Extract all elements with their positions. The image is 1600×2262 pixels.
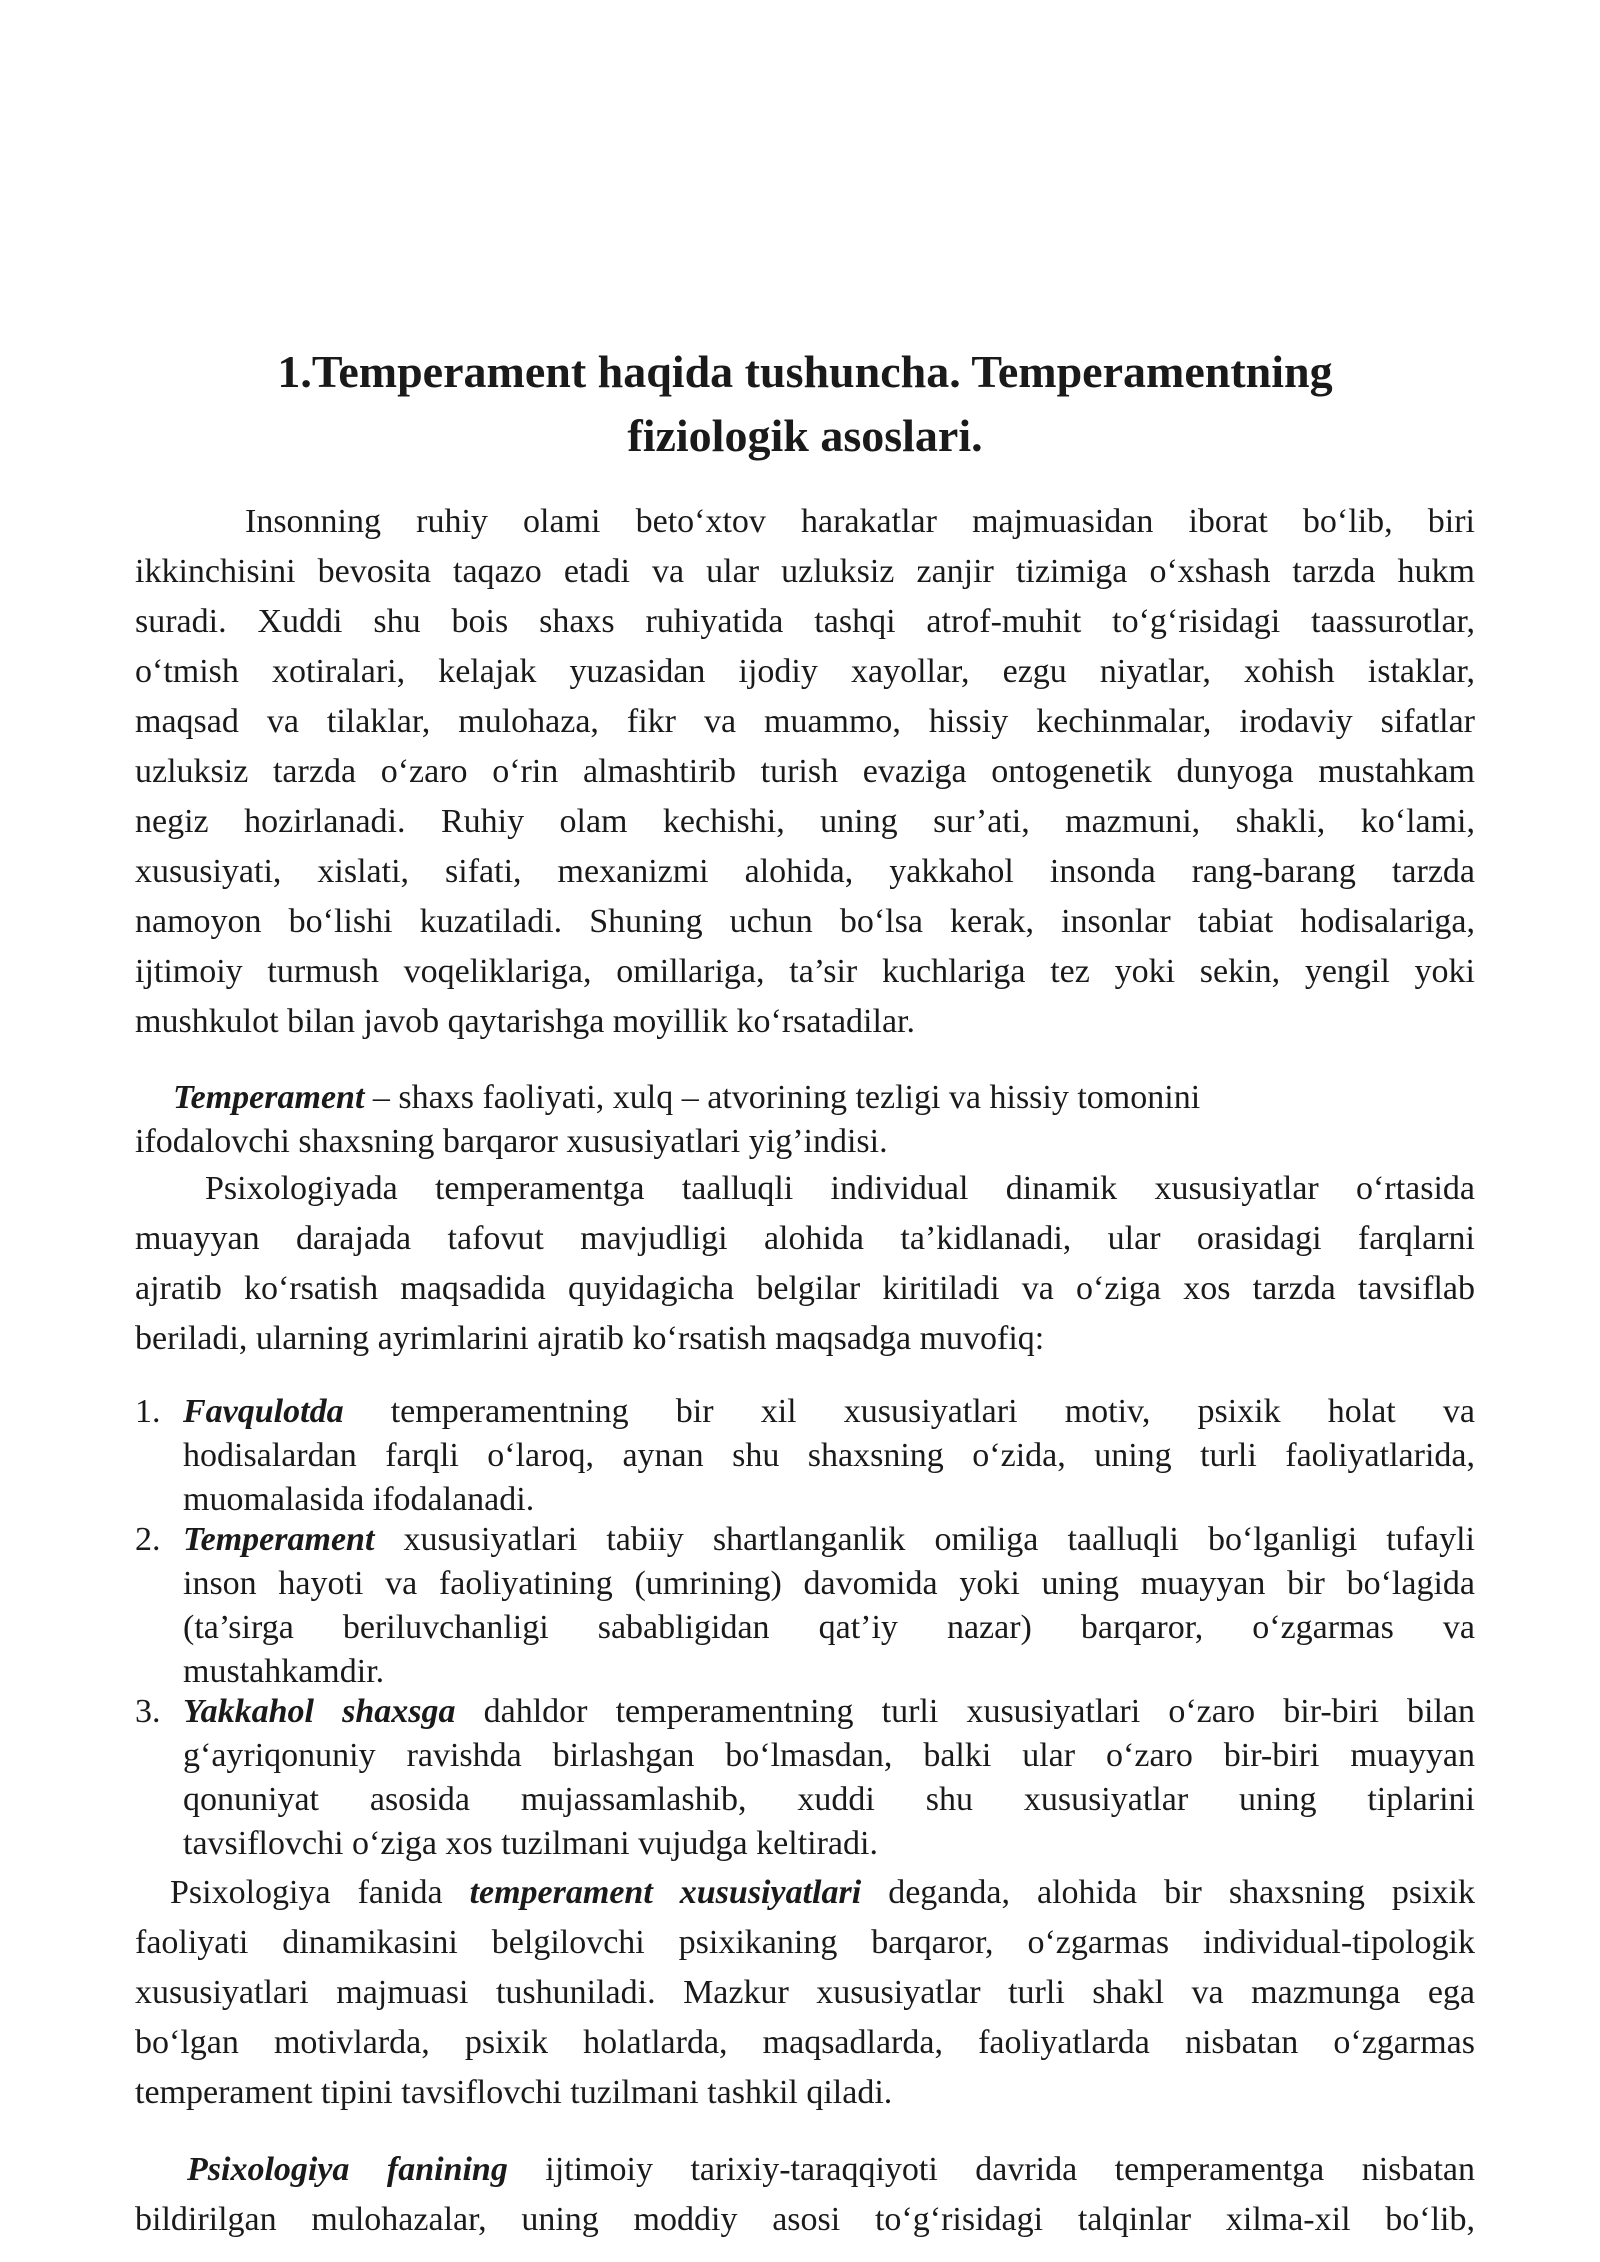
list-line: g‘ayriqonuniy ravishda birlashgan bo‘lmasdan, balki ular o‘zaro bir-biri muayyan <box>183 1737 1475 1774</box>
list-line: hodisalardan farqli o‘laroq, aynan shu shaxsning o‘zida, uning turli faoliyatlarida, <box>183 1437 1475 1474</box>
paragraph-line: namoyon bo‘lishi kuzatiladi. Shuning uchun bo‘lsa kerak, insonlar tabiat hodisalariga, <box>135 903 1475 940</box>
page-title <box>135 340 1475 468</box>
paragraph-line: xususiyati, xislati, sifati, mexanizmi alohida, yakkahol insonda rang-barang tarzda <box>135 853 1475 890</box>
paragraph-line: mushkulot bilan javob qaytarishga moyillik ko‘rsatadilar. <box>135 1003 915 1040</box>
list-item <box>135 1390 1475 1522</box>
paragraph-psixologiya-fanining <box>135 2145 1475 2245</box>
paragraph-temperament-xususiyatlari <box>135 1868 1475 2118</box>
paragraph-text: ijtimoiy tarixiy-taraqqiyoti davrida temperamentga nisbatan <box>507 2151 1475 2188</box>
definition-line-2: ifodalovchi shaxsning barqaror xususiyatlari yig’indisi. <box>135 1123 888 1160</box>
list-line <box>183 1690 1475 1734</box>
list-line: mustahkamdir. <box>183 1653 385 1690</box>
paragraph-line: Psixologiyada temperamentga taalluqli individual dinamik xususiyatlar o‘rtasida <box>205 1170 1475 1207</box>
definition-text: – shaxs faoliyati, xulq – atvorining tezligi va hissiy tomonini <box>364 1079 1201 1116</box>
list-item <box>135 1518 1475 1694</box>
paragraph-line: o‘tmish xotiralari, kelajak yuzasidan ijodiy xayollar, ezgu niyatlar, xohish istaklar, <box>135 653 1475 690</box>
paragraph-line: negiz hozirlanadi. Ruhiy olam kechishi, uning sur’ati, mazmuni, shakli, ko‘lami, <box>135 803 1475 840</box>
paragraph-line: maqsad va tilaklar, mulohaza, fikr va muammo, hissiy kechinmalar, irodaviy sifatlar <box>135 703 1475 740</box>
list-line: muomalasida ifodalanadi. <box>183 1481 535 1518</box>
paragraph-line <box>135 1868 1475 1918</box>
list-item <box>135 1690 1475 1866</box>
paragraph-text: deganda, alohida bir shaxsning psixik <box>861 1874 1475 1911</box>
paragraph-line: Insonning ruhiy olami beto‘xtov harakatlar majmuasidan iborat bo‘lib, biri <box>245 503 1475 540</box>
list-line: inson hayoti va faoliyatining (umrining) davomida yoki uning muayyan bir bo‘lagida <box>183 1565 1475 1602</box>
list-text: xususiyatlari tabiiy shartlanganlik omiliga taalluqli bo‘lganligi tufayli <box>374 1521 1475 1558</box>
paragraph-line: uzluksiz tarzda o‘zaro o‘rin almashtirib turish evaziga ontogenetik dunyoga mustahkam <box>135 753 1475 790</box>
list-term: Temperament <box>183 1521 375 1558</box>
list-term: Yakkahol shaxsga <box>183 1693 456 1730</box>
paragraph-psixologiyada <box>135 1164 1475 1364</box>
list-number: 2. <box>135 1521 161 1558</box>
paragraph-line: temperament tipini tavsiflovchi tuzilmani tashkil qiladi. <box>135 2074 893 2111</box>
paragraph-line: ajratib ko‘rsatish maqsadida quyidagicha belgilar kiritiladi va o‘ziga xos tarzda tavsiflab <box>135 1270 1475 1307</box>
paragraph-term: Psixologiya fanining <box>187 2151 508 2188</box>
paragraph-definition <box>135 1076 1475 1164</box>
definition-line-1 <box>135 1076 1475 1120</box>
paragraph-line: suradi. Xuddi shu bois shaxs ruhiyatida tashqi atrof-muhit to‘g‘risidagi taassurotlar, <box>135 603 1475 640</box>
paragraph-line: ikkinchisini bevosita taqazo etadi va ular uzluksiz zanjir tizimiga o‘xshash tarzda hukm <box>135 553 1475 590</box>
paragraph-intro <box>135 497 1475 1047</box>
paragraph-line: faoliyati dinamikasini belgilovchi psixikaning barqaror, o‘zgarmas individual-tipologik <box>135 1924 1475 1961</box>
title-line-2: fiziologik asoslari. <box>627 410 983 461</box>
paragraph-line: bildirilgan mulohazalar, uning moddiy asosi to‘g‘risidagi talqinlar xilma-xil bo‘lib, <box>135 2201 1475 2238</box>
list-line <box>183 1518 1475 1562</box>
list-text: temperamentning bir xil xususiyatlari motiv, psixik holat va <box>343 1393 1475 1430</box>
list-line: tavsiflovchi o‘ziga xos tuzilmani vujudga keltiradi. <box>183 1825 878 1862</box>
list-line: qonuniyat asosida mujassamlashib, xuddi shu xususiyatlar uning tiplarini <box>183 1781 1475 1818</box>
paragraph-line: bo‘lgan motivlarda, psixik holatlarda, maqsadlarda, faoliyatlarda nisbatan o‘zgarmas <box>135 2024 1475 2061</box>
list-line: (ta’sirga beriluvchanligi sababligidan qat’iy nazar) barqaror, o‘zgarmas va <box>183 1609 1475 1646</box>
paragraph-line: muayyan darajada tafovut mavjudligi alohida ta’kidlanadi, ular orasidagi farqlarni <box>135 1220 1475 1257</box>
paragraph-line: beriladi, ularning ayrimlarini ajratib ko‘rsatish maqsadga muvofiq: <box>135 1320 1045 1357</box>
title-line-1: 1.Temperament haqida tushuncha. Temperamentning <box>277 346 1333 397</box>
paragraph-term: temperament xususiyatlari <box>469 1874 862 1911</box>
list-text: dahldor temperamentning turli xususiyatlari o‘zaro bir-biri bilan <box>455 1693 1475 1730</box>
paragraph-line: ijtimoiy turmush voqeliklariga, omillariga, ta’sir kuchlariga tez yoki sekin, yengil yoki <box>135 953 1475 990</box>
paragraph-line: xususiyatlari majmuasi tushuniladi. Mazkur xususiyatlar turli shakl va mazmunga ega <box>135 1974 1475 2011</box>
list-line <box>183 1390 1475 1434</box>
list-number: 1. <box>135 1393 161 1430</box>
list-number: 3. <box>135 1693 161 1730</box>
definition-term: Temperament <box>173 1079 365 1116</box>
list-term: Favqulotda <box>183 1393 344 1430</box>
paragraph-line <box>135 2145 1475 2195</box>
paragraph-text: Psixologiya fanida <box>170 1874 470 1911</box>
